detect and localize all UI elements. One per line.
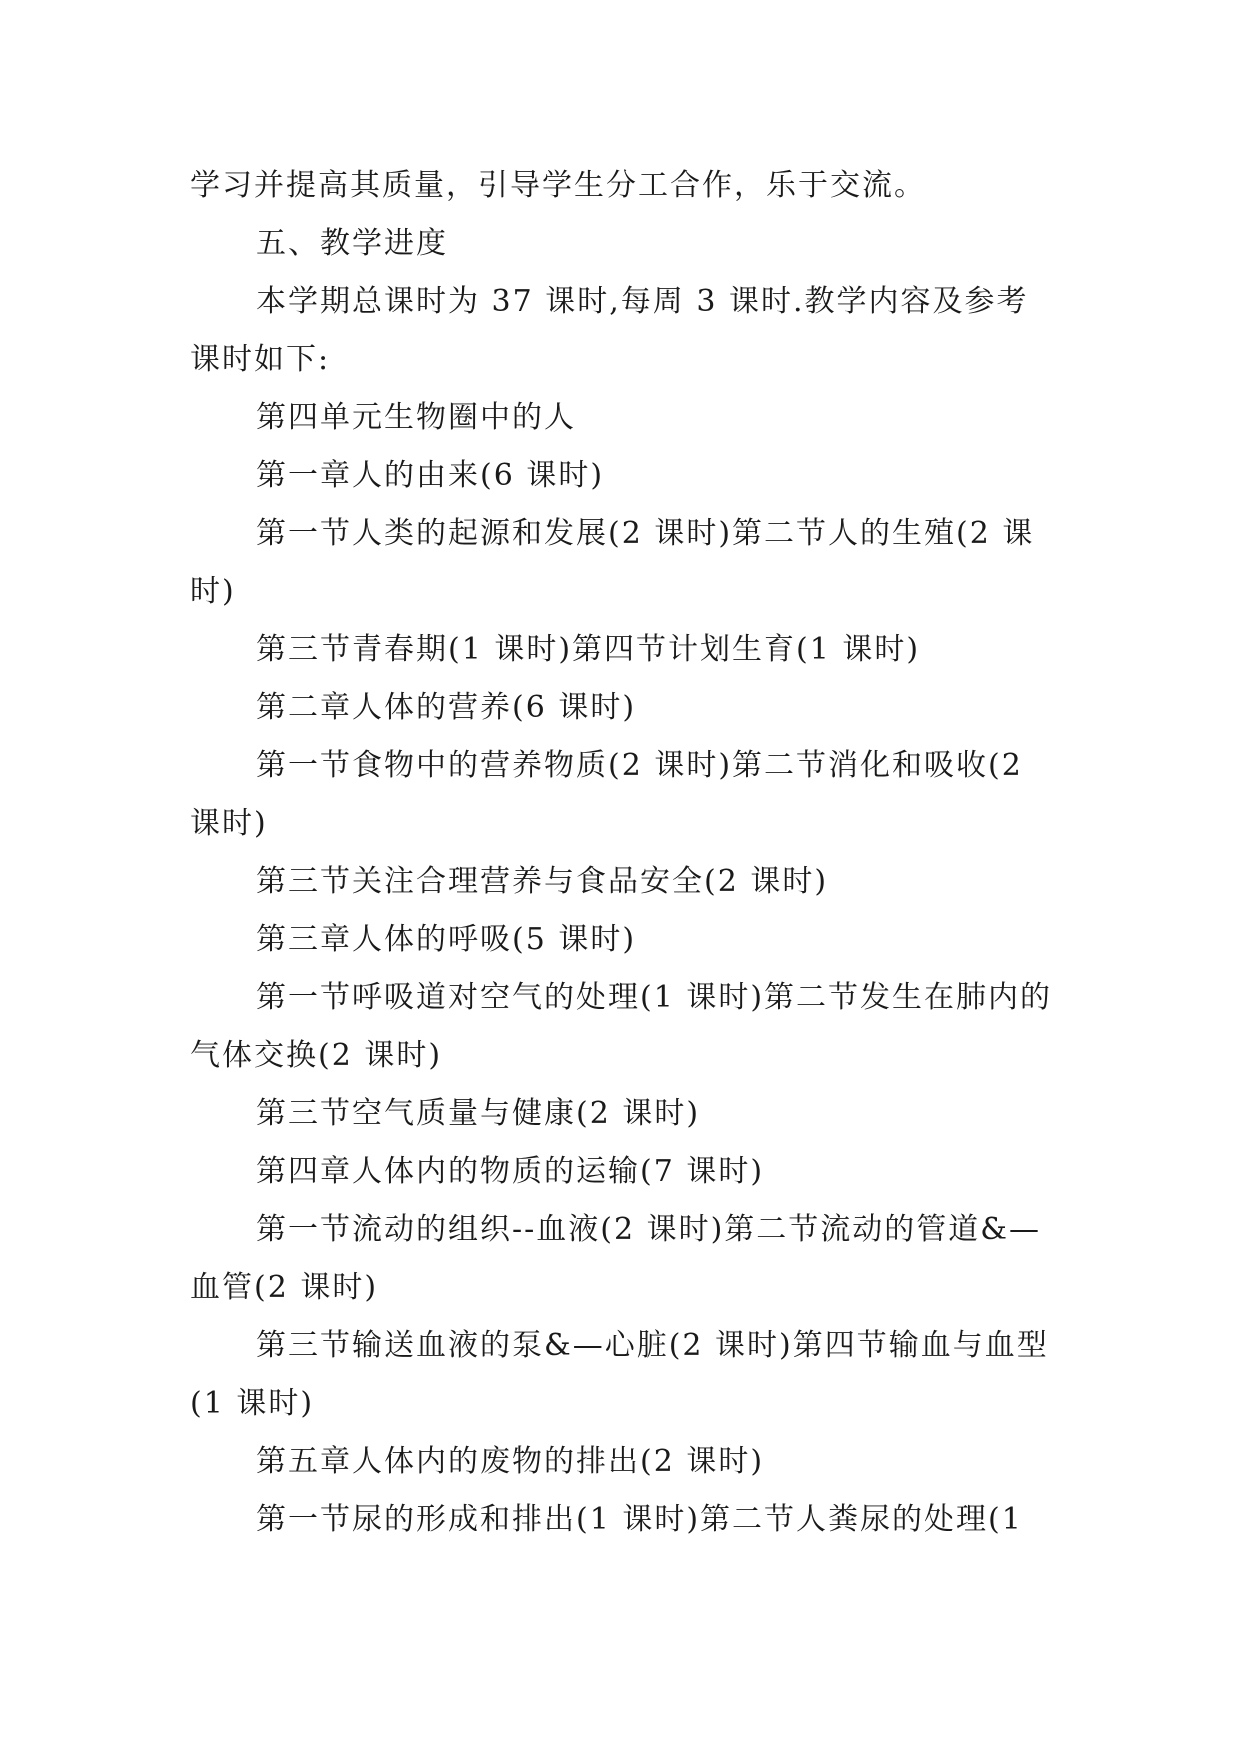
- unit-heading: 第四单元生物圈中的人: [256, 400, 576, 435]
- section-line: 第三节空气质量与健康(2 课时): [256, 1096, 701, 1131]
- section-line: 第一节尿的形成和排出(1 课时)第二节人粪尿的处理(1: [256, 1502, 1023, 1537]
- section-line: 第一节呼吸道对空气的处理(1 课时)第二节发生在肺内的气体交换(2 课时): [190, 980, 1053, 1073]
- section-line: 第三节输送血液的泵&—心脏(2 课时)第四节输血与血型(1 课时): [190, 1328, 1049, 1421]
- section-line: 第三节青春期(1 课时)第四节计划生育(1 课时): [256, 632, 921, 667]
- section-line: 第一节食物中的营养物质(2 课时)第二节消化和吸收(2 课时): [190, 748, 1023, 841]
- chapter-line: 第四章人体内的物质的运输(7 课时): [256, 1154, 765, 1189]
- chapter-line: 第三章人体的呼吸(5 课时): [256, 922, 637, 957]
- document-body: [190, 157, 1056, 1549]
- section-line: 第三节关注合理营养与食品安全(2 课时): [256, 864, 829, 899]
- section-line: 第一节流动的组织--血液(2 课时)第二节流动的管道&—血管(2 课时): [190, 1212, 1042, 1305]
- chapter-line: 第二章人体的营养(6 课时): [256, 690, 637, 725]
- section-line: 第一节人类的起源和发展(2 课时)第二节人的生殖(2 课时): [190, 516, 1035, 609]
- chapter-line: 第五章人体内的废物的排出(2 课时): [256, 1444, 765, 1479]
- paragraph: 学习并提高其质量，引导学生分工合作，乐于交流。: [190, 168, 926, 203]
- chapter-line: 第一章人的由来(6 课时): [256, 458, 605, 493]
- paragraph: 本学期总课时为 37 课时,每周 3 课时.教学内容及参考课时如下:: [190, 284, 1029, 377]
- section-heading: 五、教学进度: [256, 226, 448, 261]
